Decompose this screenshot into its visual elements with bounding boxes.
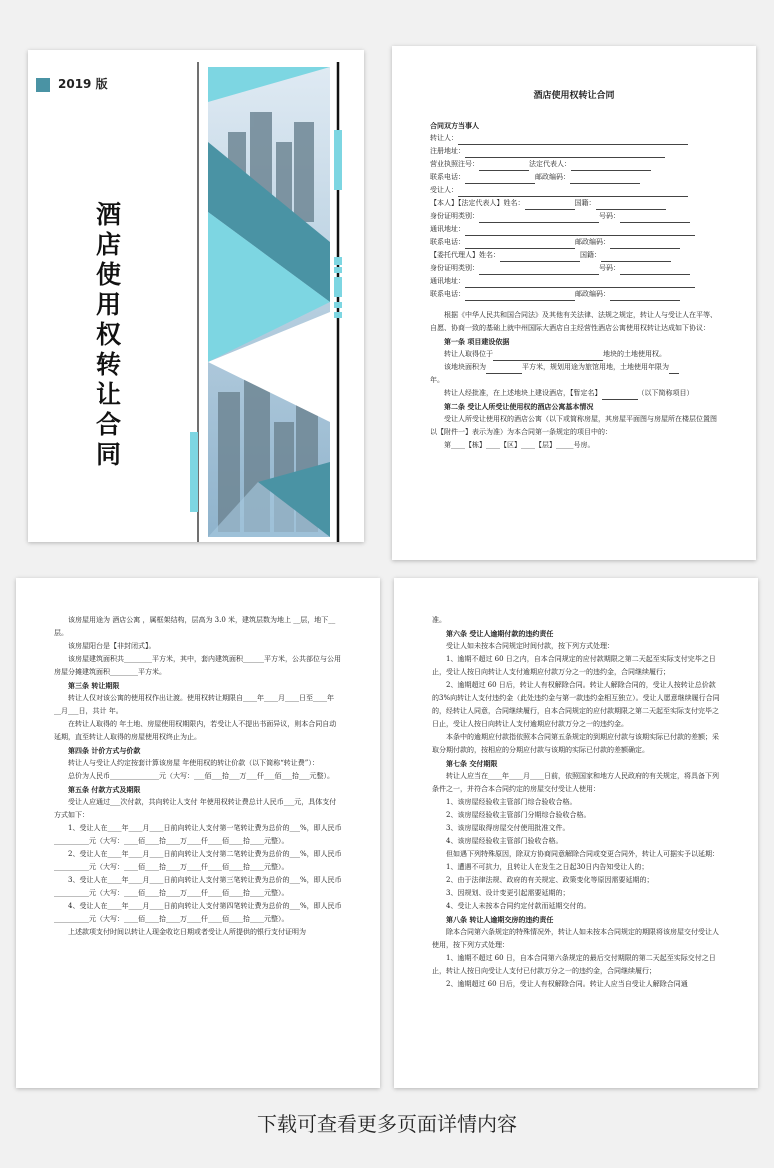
contract-page-4: 准。 第六条 受让人逾期付款的违约责任 受让人如未按本合同规定时间付款，按下列方式处理： 1、逾期不超过 60 日之内，自本合同规定的应付款期限之第二天起至实际支付完毕之日止，受让人按日向转让人支付逾期应付款万分之一的违约金，合同继续履行； 2、逾期超过 60 日后，转让人有权解除合同。转让人解除合同的，受让人按转让总价款的3%向转让人支付违约金（此处违约金与第一款违约金相互独立）。受让人愿意继续履行合同的，经转让人同意，合同继续履行，自本合同规定的应付款期限之第二天起至实际支付完毕之日止，受让人按日向转让人支付逾期应付款万分之一的违约金。 本条中的逾期应付款指依照本合同第五条规定的到期应付款与该期实际已付款的差额；采取分期付款的，按相应的分期应付款与该期的实际已付款的差额确定。 第七条 交付期限 转让人应当在____年____月____日前，依照国家和地方人民政府的有关规定，将具备下列条件之一，并符合本合同约定的房屋交付受让人使用： 1、该房屋经验收主管部门综合验收合格。 2、该房屋经验收主管部门分期综合验收合格。 3、该房屋取得房屋交付使用批准文件。 4、该房屋经验收主管部门验收合格。 但如遇下列特殊原因，除双方协商同意解除合同或变更合同外，转让人可据实予以延期： 1、遭遇不可抗力，且转让人在发生之日起30日内告知受让人的； 2、由于法律法规、政府的有关规定、政策变化等原因需要延期的； 3、因规划、设计变更引起需要延期的； 4、受让人未按本合同约定付款而延期交付的。 第八条 转让人逾期交房的违约责任 除本合同第六条规定的特殊情况外，转让人如未按本合同规定的期限将该房屋交付受让人使用，按下列方式处理： 1、逾期不超过 60 日，自本合同第六条规定的最后交付期限的第二天起至实际交付之日止，转让人按日向受让人支付已付款万分之一的违约金，合同继续履行； 2、逾期超过 60 日后，受让人有权解除合同。转让人应当自受让人解除合同通 bbox=[394, 578, 758, 1088]
intro-paragraph: 根据《中华人民共和国合同法》及其他有关法律、法规之规定，转让人与受让人在平等、自愿、协商一致的基础上就中州国际大酒店自主经营性酒店公寓使用权转让达成如下协议： bbox=[430, 311, 717, 332]
cover-page bbox=[28, 50, 364, 542]
article-1-heading: 第一条 项目建设依据 bbox=[444, 337, 510, 346]
field-row: 【本人】【法定代表人】姓名： 国籍： bbox=[430, 197, 718, 210]
payment-item: 3、受让人在____年____月____日前向转让人支付第三笔转让费为总价的___%，即人民币__________元（大写：____佰____拾____万____仟____佰____拾____元整）。 bbox=[54, 876, 342, 897]
field-row: 通讯地址： bbox=[430, 275, 718, 288]
article-5-heading: 第五条 付款方式及期限 bbox=[68, 785, 141, 794]
field-row: 营业执照注号： 法定代表人： bbox=[430, 158, 718, 171]
cover-title: 酒 店 使 用 权 转 让 合 同 bbox=[96, 200, 122, 469]
contract-page-2: 酒店使用权转让合同 合同双方当事人 转让人： 注册地址： 营业执照注号： 法定代表人： 联系电话： 邮政编码： 受让人： 【本人】【法定代表人】姓名： 国籍： 身份证明类别： 号码： 通讯地址： 联系电话： 邮政编码： 【委托代理人】姓名： 国籍： 身份证明类别： 号码： 通讯地址： 联系电话： 邮政编码： 根据《中华人民共和国合同法》及其他有关法律、法规之规定，转让人与受让人在平等、自愿、协商一致的基础上就中州国际大酒店自主经营性酒店公寓使用权转让达成如下协议： 第一条 项目建设依据 转让人取得位于 地块的土地使用权。 该地块面积为 平方米，规划用途为旅馆用地，土地使用年限为 年。 转让人经批准，在上述地块上建设酒店，【暂定名】 （以下简称项目） 第二条 受让人所受让使用权的酒店公寓基本情况 受让人所受让使用权的酒店公寓（以下或简称房屋，其房屋平面图与房屋所在楼层位置图以【附件一】表示为准）为本合同第一条规定的项目中的： 第____【栋】____【区】____【层】_____号房。 bbox=[392, 46, 756, 560]
field-row: 身份证明类别： 号码： bbox=[430, 210, 718, 223]
field-row: 注册地址： bbox=[430, 145, 718, 158]
article-6-heading: 第六条 受让人逾期付款的违约责任 bbox=[446, 629, 554, 638]
field-row: 受让人： bbox=[430, 184, 718, 197]
payment-item: 1、受让人在____年____月____日前向转让人支付第一笔转让费为总价的___%，即人民币__________元（大写：____佰____拾____万____仟____佰____拾____元整）。 bbox=[54, 824, 342, 845]
article-8-heading: 第八条 转让人逾期交房的违约责任 bbox=[446, 915, 554, 924]
field-row: 联系电话： 邮政编码： bbox=[430, 171, 718, 184]
article-3-heading: 第三条 转让期限 bbox=[68, 681, 120, 690]
cover-version: 2019 版 bbox=[58, 77, 108, 91]
field-row: 身份证明类别： 号码： bbox=[430, 262, 718, 275]
article-2-heading: 第二条 受让人所受让使用权的酒店公寓基本情况 bbox=[444, 402, 594, 411]
field-row: 【委托代理人】姓名： 国籍： bbox=[430, 249, 718, 262]
article-4-heading: 第四条 计价方式与价款 bbox=[68, 746, 141, 755]
field-row: 联系电话： 邮政编码： bbox=[430, 236, 718, 249]
parties-heading: 合同双方当事人 bbox=[430, 121, 479, 130]
payment-item: 2、受让人在____年____月____日前向转让人支付第二笔转让费为总价的___%，即人民币__________元（大写：____佰____拾____万____仟____佰____拾____元整）。 bbox=[54, 850, 342, 871]
field-row: 通讯地址： bbox=[430, 223, 718, 236]
cover-square-mark bbox=[36, 78, 50, 92]
payment-item: 4、受让人在____年____月____日前向转让人支付第四笔转让费为总价的___%，即人民币__________元（大写：____佰____拾____万____仟____佰____拾____元整）。 bbox=[54, 902, 342, 923]
contract-title: 酒店使用权转让合同 bbox=[533, 91, 615, 101]
download-more-caption: 下载可查看更多页面详情内容 bbox=[257, 1112, 517, 1136]
article-7-heading: 第七条 交付期限 bbox=[446, 759, 498, 768]
field-row: 转让人： bbox=[430, 132, 718, 145]
contract-page-3: 该房屋用途为 酒店公寓 ，属框架结构，层高为 3.0 米，建筑层数为地上 __层，地下__层。 该房屋阳台是【非封闭式】。 该房屋建筑面积共________平方米，其中，套内建筑面积______平方米，公共部位与公用房屋分摊建筑面积________平方米。 第三条 转让期限 转让人仅对该公寓的使用权作出让渡。使用权转让期限自____年____月____日至____年 __月___日，共计 年。 在转让人取得的 年土地、房屋使用权期限内，若受让人不提出书面异议，则本合同自动延期，直至转让人取得的房屋使用权终止为止。 第四条 计价方式与价款 转让人与受让人约定按套计算该房屋 年使用权的转让价款（以下简称“转让费”）： 总价为人民币______________元（大写：___佰___拾___万___仟___佰___拾___元整）。 第五条 付款方式及期限 受让人应通过___次付款，共向转让人支付 年使用权转让费总计人民币___元，具体支付方式如下： 1、受让人在____年____月____日前向转让人支付第一笔转让费为总价的___%，即人民币__________元（大写：____佰____拾____万____仟____佰____拾____元整）。 2、受让人在____年____月____日前向转让人支付第二笔转让费为总价的___%，即人民币__________元（大写：____佰____拾____万____仟____佰____拾____元整）。 3、受让人在____年____月____日前向转让人支付第三笔转让费为总价的___%，即人民币__________元（大写：____佰____拾____万____仟____佰____拾____元整）。 4、受让人在____年____月____日前向转让人支付第四笔转让费为总价的___%，即人民币__________元（大写：____佰____拾____万____仟____佰____拾____元整）。 上述款项支付时间以转让人现金收讫日期或者受让人所提供的银行支付证明为 bbox=[16, 578, 380, 1088]
field-row: 联系电话： 邮政编码： bbox=[430, 288, 718, 301]
cover-graphic bbox=[188, 62, 364, 542]
